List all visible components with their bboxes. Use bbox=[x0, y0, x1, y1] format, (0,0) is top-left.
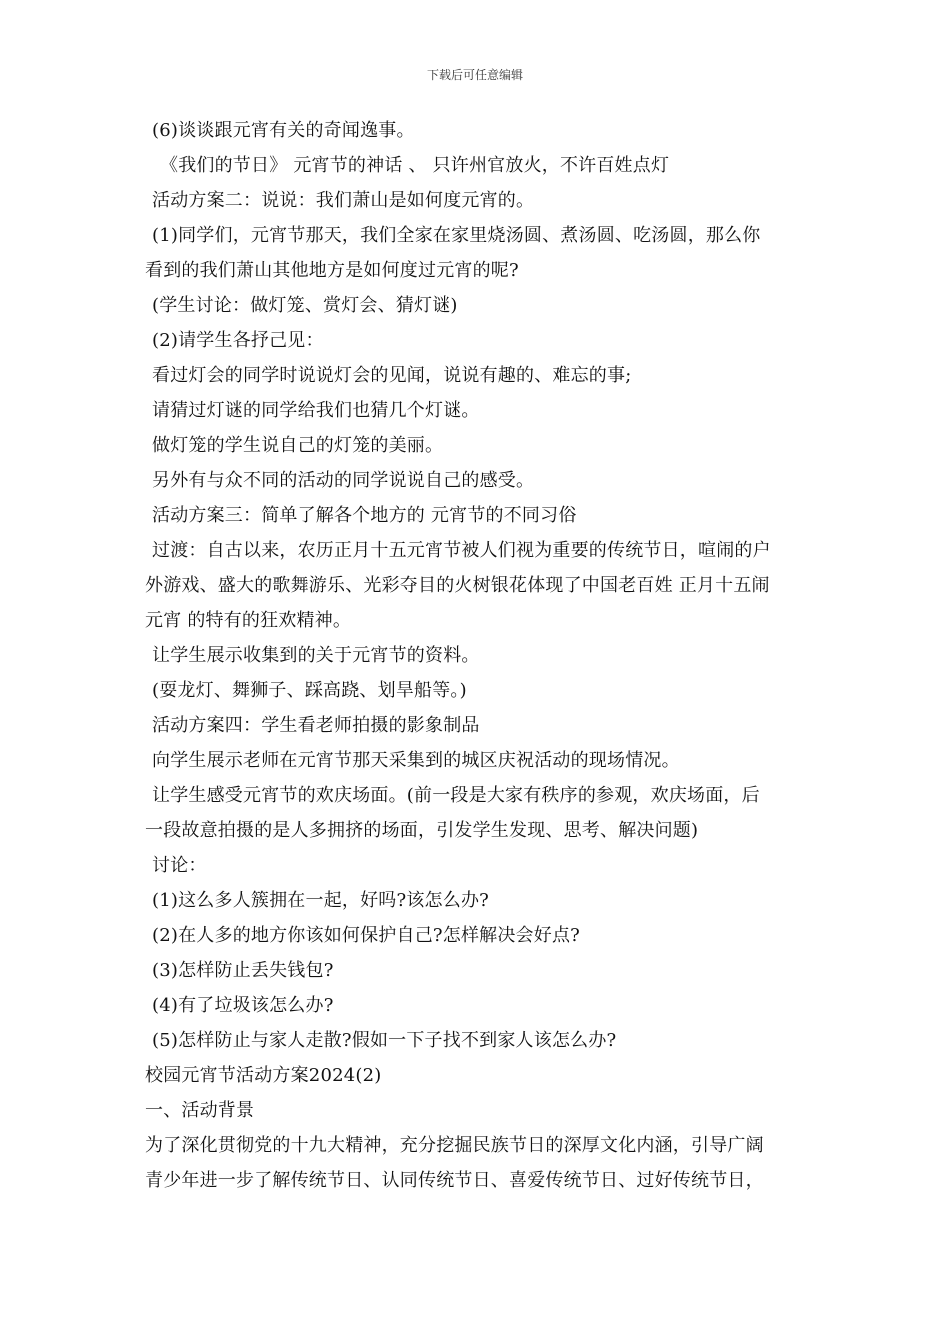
text-line: 活动方案四：学生看老师拍摄的影象制品 bbox=[152, 715, 480, 736]
text-line: 向学生展示老师在元宵节那天采集到的城区庆祝活动的现场情况。 bbox=[152, 750, 680, 771]
text-line: 《我们的节日》 元宵节的神话 、 只许州官放火，不许百姓点灯 bbox=[160, 155, 670, 176]
text-line: 另外有与众不同的活动的同学说说自己的感受。 bbox=[152, 470, 535, 491]
text-line: (5)怎样防止与家人走散?假如一下子找不到家人该怎么办? bbox=[152, 1030, 617, 1051]
text-line: 元宵 的特有的狂欢精神。 bbox=[145, 610, 352, 631]
text-line: 青少年进一步了解传统节日、认同传统节日、喜爱传统节日、过好传统节日， bbox=[145, 1170, 764, 1191]
text-line: 做灯笼的学生说自己的灯笼的美丽。 bbox=[152, 435, 444, 456]
text-line: 让学生展示收集到的关于元宵节的资料。 bbox=[152, 645, 480, 666]
text-line: (3)怎样防止丢失钱包? bbox=[152, 960, 334, 981]
text-line: (4)有了垃圾该怎么办? bbox=[152, 995, 334, 1016]
text-line: (学生讨论：做灯笼、赏灯会、猜灯谜) bbox=[152, 295, 458, 316]
text-line: 过渡：自古以来，农历正月十五元宵节被人们视为重要的传统节日，喧闹的户 bbox=[152, 540, 771, 561]
text-line: (1)同学们，元宵节那天，我们全家在家里烧汤圆、煮汤圆、吃汤圆，那么你 bbox=[152, 225, 761, 246]
text-line: 校园元宵节活动方案2024(2) bbox=[145, 1065, 382, 1086]
text-line: 活动方案二：说说：我们萧山是如何度元宵的。 bbox=[152, 190, 535, 211]
text-line: (耍龙灯、舞狮子、踩高跷、划旱船等。) bbox=[152, 680, 467, 701]
text-line: (1)这么多人簇拥在一起，好吗?该怎么办? bbox=[152, 890, 489, 911]
text-line: 让学生感受元宵节的欢庆场面。(前一段是大家有秩序的参观，欢庆场面，后 bbox=[152, 785, 760, 806]
text-line: 看到的我们萧山其他地方是如何度过元宵的呢? bbox=[145, 260, 519, 281]
text-line: (2)请学生各抒己见： bbox=[152, 330, 324, 351]
text-line: 活动方案三：简单了解各个地方的 元宵节的不同习俗 bbox=[152, 505, 577, 526]
text-line: (6)谈谈跟元宵有关的奇闻逸事。 bbox=[152, 120, 415, 141]
text-line: (2)在人多的地方你该如何保护自己?怎样解决会好点? bbox=[152, 925, 580, 946]
text-line: 讨论： bbox=[152, 855, 207, 876]
text-line: 为了深化贯彻党的十九大精神，充分挖掘民族节日的深厚文化内涵，引导广阔 bbox=[145, 1135, 764, 1156]
text-line: 外游戏、盛大的歌舞游乐、光彩夺目的火树银花体现了中国老百姓 正月十五闹 bbox=[145, 575, 770, 596]
page-header: 下载后可任意编辑 bbox=[426, 68, 523, 82]
text-line: 一段故意拍摄的是人多拥挤的场面，引发学生发现、思考、解决问题) bbox=[145, 820, 699, 841]
text-line: 看过灯会的同学时说说灯会的见闻，说说有趣的、难忘的事; bbox=[152, 365, 632, 386]
text-line: 一、活动背景 bbox=[145, 1100, 255, 1121]
text-line: 请猜过灯谜的同学给我们也猜几个灯谜。 bbox=[152, 400, 480, 421]
